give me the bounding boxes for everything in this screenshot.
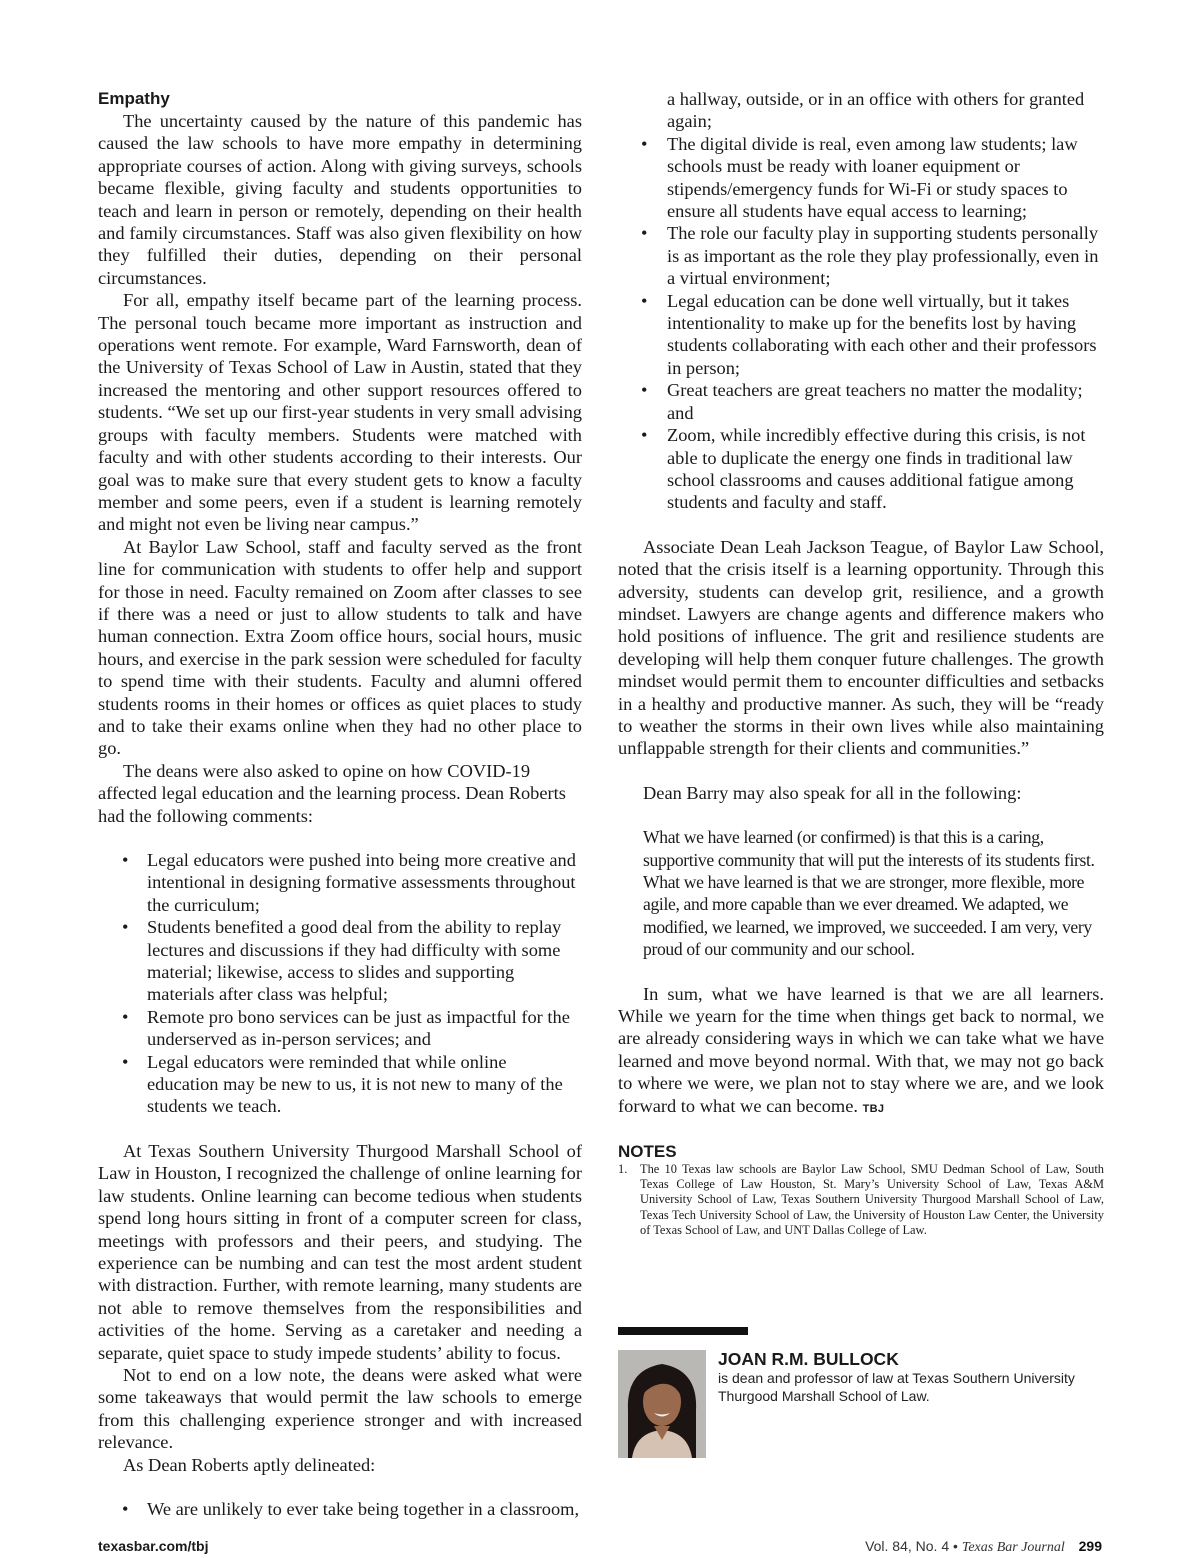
paragraph: At Baylor Law School, staff and faculty served as the front line for communication with students to offer help and support for those in need. Faculty remained on Zoom after classes to see if there was a need or just to allow students to talk and have human connection. Extra Zoom office hours, social hours, music hours, and exercise in the park session were scheduled for faculty to spend time with their students. Faculty and alumni offered students rooms in their homes or offices as quiet places to study and to take their exams online when they had no other place to go. <box>98 536 582 759</box>
list-item: • We are unlikely to ever take being together in a classroom, <box>122 1498 580 1519</box>
paragraph: For all, empathy itself became part of the learning process. The personal touch became more important as instruction and operations went remote. For example, Ward Farnsworth, dean of the University of Texas School of Law in Austin, stated that they increased the mentoring and other support resources offered to students. “We set up our first-year students in very small advising groups with faculty members. Students were matched with faculty and with other students according to their interests. Our goal was to make sure that every student gets to know a faculty member and some peers, even if a student is learning remotely and might not even be living near campus.” <box>98 290 582 535</box>
journal-name: Texas Bar Journal <box>961 1540 1065 1555</box>
author-name: JOAN R.M. BULLOCK <box>718 1349 899 1369</box>
closing-paragraph: In sum, what we have learned is that we are all learners. While we yearn for the time when things get back to normal, we are already considering ways in which we can take what we have learned and move beyond normal. With that, we may not go back to where we were, we plan not to stay where we are, and we look forward to what we can become. TBJ <box>618 983 1104 1116</box>
block-quote: What we have learned (or confirmed) is that this is a caring, supportive community that will put the interests of its students first. What we have learned is that we are stronger, more flexible, more agile, and more capable than we ever dreamed. We adapted, we modified, we learned, we improved, we succeeded. I am very, very proud of our community and our school. <box>643 827 1095 960</box>
footer-issue-info <box>865 1537 1102 1557</box>
bullet-list <box>98 1498 582 1520</box>
paragraph: The deans were also asked to opine on how COVID-19 affected legal education and the learning process. Dean Roberts had the following comments: <box>98 760 566 826</box>
list-item: • The role our faculty play in supporting students personally is as important as the role they play professionally, even in a virtual environment; <box>641 223 1099 289</box>
paragraph: As Dean Roberts aptly delineated: <box>123 1454 376 1475</box>
right-column <box>618 88 1104 1238</box>
author-bio: is dean and professor of law at Texas Southern University Thurgood Marshall School of Law. <box>718 1370 1075 1404</box>
list-item: • The digital divide is real, even among law students; law schools must be ready with loaner equipment or stipends/emergency funds for Wi-Fi or study spaces to ensure all students have equal access to learning; <box>641 133 1078 222</box>
paragraph: At Texas Southern University Thurgood Marshall School of Law in Houston, I recognized the challenge of online learning for law students. Online learning can become tedious when students spend long hours sitting in front of a computer screen for class, meetings with professors and their peers, and studying. The experience can be numbing and can test the most ardent student with distraction. Further, with remote learning, many students are not able to remove themselves from the responsibilities and activities of the home. Serving as a caretaker and needing a separate, quiet space to study impede students’ ability to focus. <box>98 1140 582 1363</box>
paragraph: Not to end on a low note, the deans were asked what were some takeaways that would permit the law schools to emerge from this challenging experience stronger and with increased relevance. <box>98 1364 582 1453</box>
section-heading: Empathy <box>98 89 170 108</box>
list-item: • Great teachers are great teachers no matter the modality; and <box>641 380 1083 423</box>
list-item: • Students benefited a good deal from the ability to replay lectures and discussions if they had difficulty with some material; likewise, access to slides and supporting materials after class was helpful; <box>122 917 562 1005</box>
volume: Vol. 84, No. 4 <box>865 1538 950 1554</box>
left-column <box>98 88 582 1520</box>
list-item: • Legal educators were reminded that while online education may be new to us, it is not new to many of the students we teach. <box>122 1051 563 1117</box>
footer-site-link[interactable]: texasbar.com/tbj <box>98 1538 209 1554</box>
footnote <box>618 1162 1104 1238</box>
list-item-continued: a hallway, outside, or in an office with others for granted again; <box>667 89 1085 132</box>
list-item: • Zoom, while incredibly effective during this crisis, is not able to duplicate the energy one finds in traditional law school classrooms and causes additional fatigue among students and faculty and staff. <box>641 425 1086 513</box>
end-mark: TBJ <box>862 1102 885 1115</box>
bullet-list <box>618 88 1104 514</box>
author-photo <box>618 1350 706 1458</box>
page-number: 299 <box>1078 1538 1102 1554</box>
list-item: • Legal educators were pushed into being more creative and intentional in designing formative assessments throughout the curriculum; <box>122 850 576 915</box>
list-item: • Legal education can be done well virtually, but it takes intentionality to make up for the benefits lost by having students collaborating with each other and their professors in person; <box>641 290 1097 378</box>
paragraph: Dean Barry may also speak for all in the following: <box>643 782 1022 803</box>
footnote-number: 1. <box>618 1162 628 1177</box>
bullet-list <box>98 849 582 1118</box>
list-item: • Remote pro bono services can be just as impactful for the underserved as in-person services; and <box>122 1006 570 1050</box>
notes-heading: NOTES <box>618 1142 677 1162</box>
separator-bullet: • <box>953 1538 958 1554</box>
paragraph: Associate Dean Leah Jackson Teague, of Baylor Law School, noted that the crisis itself is a learning opportunity. Through this adversity, students can develop grit, resilience, and a growth mindset. Lawyers are change agents and difference makers who hold positions of influence. The grit and resilience students are developing will help them conquer future challenges. The growth mindset would permit them to encounter difficulties and setbacks in a healthy and productive manner. As such, they will be “ready to weather the storms in their own lives while also maintaining unflappable strength for their clients and communities.” <box>618 536 1104 759</box>
paragraph: The uncertainty caused by the nature of this pandemic has caused the law schools to have more empathy in determining appropriate courses of action. Along with giving surveys, schools became flexible, giving faculty and students opportunities to teach and learn in person or remotely, depending on their health and family circumstances. Staff was also given flexibility on how they fulfilled their duties, depending on their personal circumstances. <box>98 111 582 288</box>
bio-divider-bar <box>618 1327 748 1335</box>
footnote-text: The 10 Texas law schools are Baylor Law School, SMU Dedman School of Law, South Texas College of Law Houston, St. Mary’s University School of Law, Texas A&M University School of Law, Texas Southern University Thurgood Marshall School of Law, Texas Tech University School of Law, the University of Houston Law Center, the University of Texas School of Law, and UNT Dallas College of Law. <box>640 1162 1104 1237</box>
